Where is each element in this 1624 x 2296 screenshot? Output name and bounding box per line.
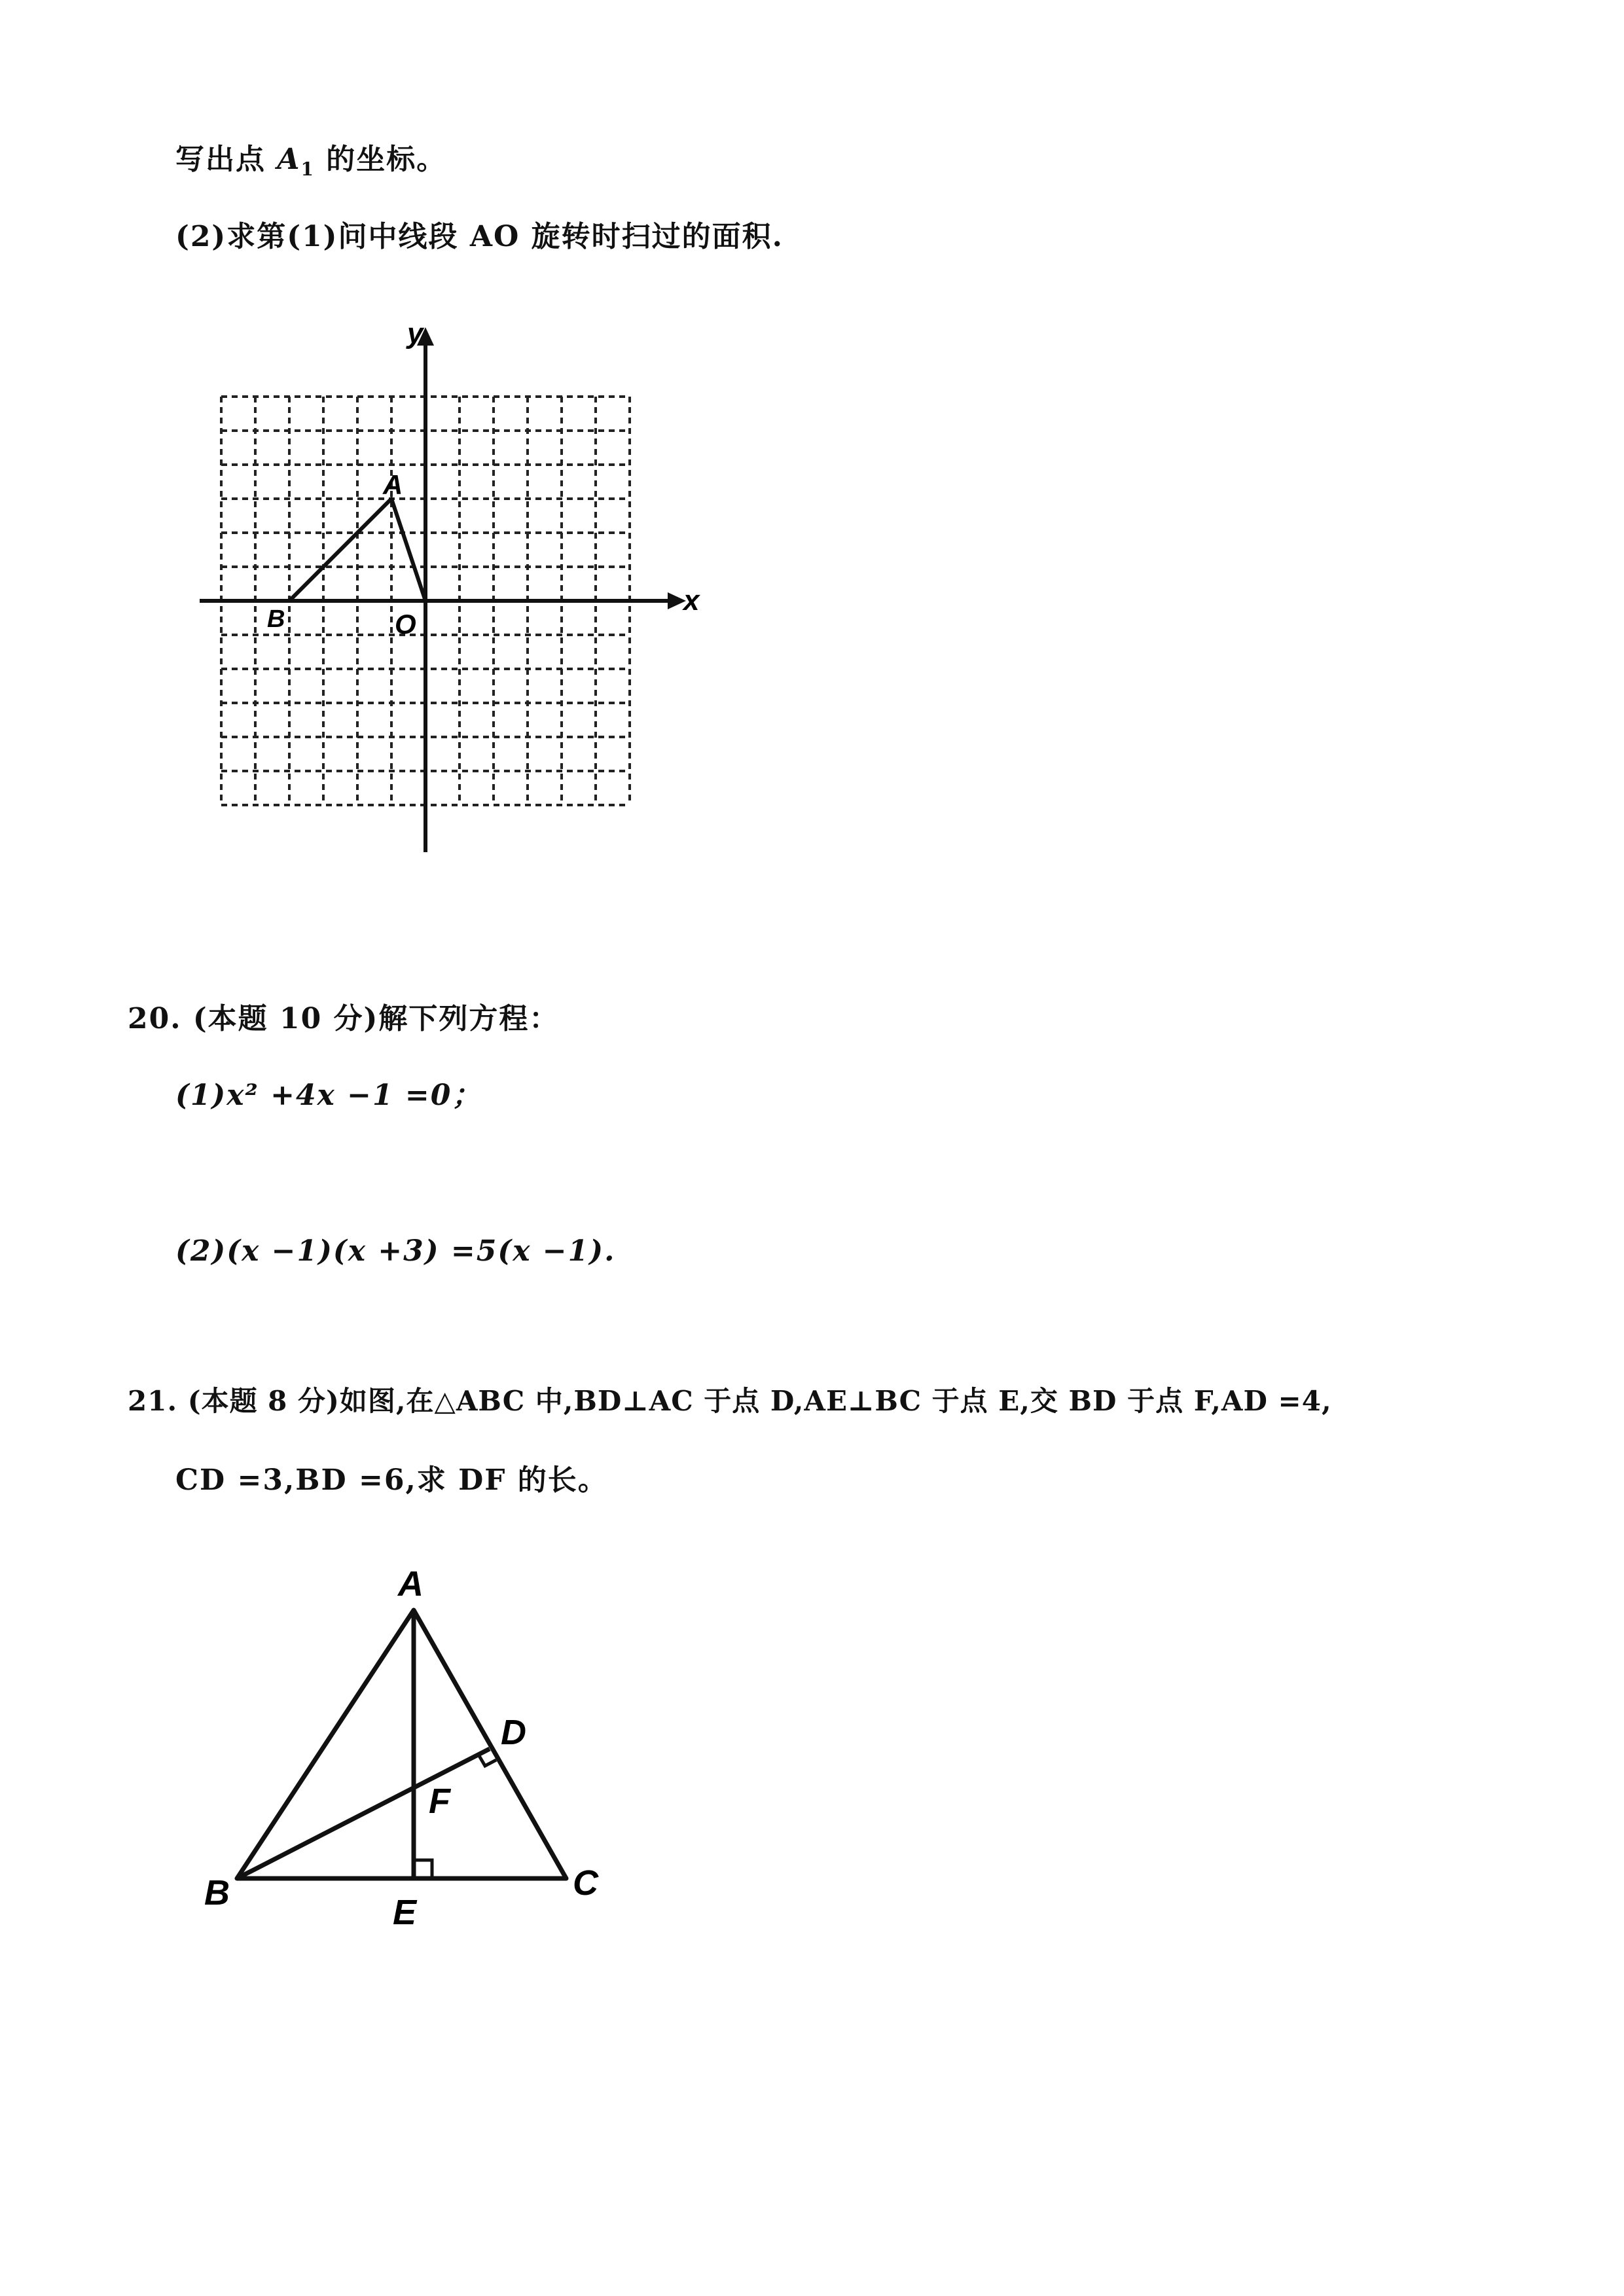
label-d: D — [501, 1713, 526, 1752]
point-o-label: O — [395, 609, 416, 639]
label-a: A — [398, 1564, 424, 1604]
label-c: C — [573, 1863, 598, 1903]
q19-point-var: A — [277, 143, 301, 176]
point-b-label: B — [267, 605, 285, 633]
q19-line1-a: 写出点 — [175, 143, 278, 176]
right-angle-e — [414, 1860, 432, 1878]
axis-x-label: x — [683, 584, 700, 617]
q20-eq2: (2)(x −1)(x +3) =5(x −1). — [175, 1234, 616, 1268]
segment-bd — [237, 1749, 490, 1878]
label-b: B — [204, 1873, 230, 1912]
q20-header: 20. (本题 10 分)解下列方程： — [128, 1002, 560, 1035]
q19-part2: (2)求第(1)问中线段 AO 旋转时扫过的面积. — [175, 220, 784, 253]
q19-point-sub: 1 — [300, 158, 315, 180]
point-a-label: A — [383, 469, 403, 500]
label-f: F — [429, 1782, 450, 1821]
right-angle-d — [478, 1755, 496, 1766]
q20-eq1: (1)x² +4x −1 =0； — [175, 1079, 482, 1112]
q21-line1: 21. (本题 8 分)如图,在△ABC 中,BD⊥AC 于点 D,AE⊥BC 于点 E,交 BD 于点 F,AD =4, — [128, 1385, 1332, 1417]
q19-line1-b: 的坐标。 — [314, 143, 447, 176]
q21-line2: CD =3,BD =6,求 DF 的长。 — [175, 1463, 608, 1497]
axis-y-label: y — [407, 317, 424, 350]
label-e: E — [393, 1893, 417, 1932]
